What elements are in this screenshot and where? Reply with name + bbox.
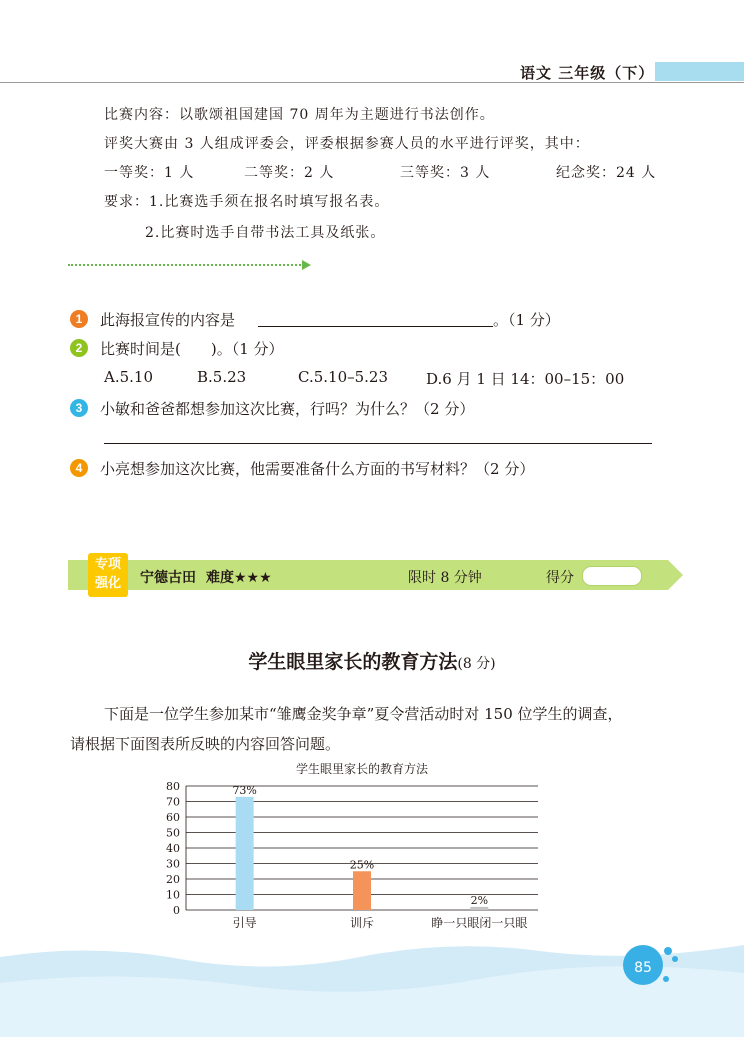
- intro-line-1: 下面是一位学生参加某市“雏鹰金奖争章”夏令营活动时对 150 位学生的调查，: [104, 705, 623, 723]
- category-label: 引导: [232, 916, 257, 930]
- banner-difficulty: 难度★★★: [206, 570, 272, 586]
- question-3-text: 小敏和爸爸都想参加这次比赛，行吗？为什么？（2 分）: [100, 400, 475, 418]
- page-number: 85: [634, 960, 652, 976]
- award-memorial: 纪念奖：24 人: [556, 165, 657, 181]
- y-tick-label: 70: [166, 795, 180, 809]
- data-label: 25%: [349, 858, 375, 872]
- special-practice-tag: [88, 553, 128, 597]
- bar: [353, 871, 371, 910]
- question-2-number: 2: [70, 339, 88, 357]
- section-title-text: 学生眼里家长的教育方法: [248, 651, 458, 673]
- section-title: [0, 647, 744, 674]
- y-tick-label: 20: [166, 873, 180, 886]
- question-1-number: 1: [70, 310, 88, 328]
- award-third: 三等奖：3 人: [400, 165, 491, 181]
- tag-line-1: 专项: [94, 557, 121, 572]
- y-tick-label: 60: [166, 811, 180, 824]
- poster-requirement-2: 2.比赛时选手自带书法工具及纸张。: [145, 225, 386, 241]
- data-label: 73%: [232, 783, 257, 797]
- y-tick-label: 50: [166, 826, 180, 840]
- intro-line-2: 请根据下面图表所反映的内容回答问题。: [70, 735, 341, 753]
- question-2-text: 比赛时间是( )。（1 分）: [100, 340, 284, 358]
- question-1-score: 。（1 分）: [493, 311, 560, 329]
- y-tick-label: 40: [166, 842, 180, 855]
- question-4-text: 小亮想参加这次比赛，他需要准备什么方面的书写材料？（2 分）: [100, 460, 535, 478]
- option-d[interactable]: D.6 月 1 日 14：00–15：00: [426, 370, 625, 388]
- poster-requirement-1: 要求：1.比赛选手须在报名时填写报名表。: [104, 194, 390, 210]
- question-3-answer-line[interactable]: [104, 443, 652, 444]
- tag-line-2: 强化: [94, 576, 121, 591]
- y-tick-label: 30: [166, 857, 180, 871]
- banner-time-limit: 限时 8 分钟: [408, 570, 482, 586]
- y-tick-label: 0: [173, 904, 180, 917]
- question-4-number: 4: [70, 459, 88, 477]
- header-title: 语文 三年级（下）: [520, 64, 655, 82]
- header-accent-bar: [655, 62, 744, 81]
- category-label: 训斥: [349, 916, 375, 930]
- bottom-decoration: [0, 935, 744, 1037]
- bar: [236, 797, 254, 910]
- chart-title: 学生眼里家长的教育方法: [295, 762, 429, 776]
- award-second: 二等奖：2 人: [244, 165, 335, 181]
- banner-location: 宁德古田: [140, 570, 196, 586]
- category-label: 睁一只眼闭一只眼: [431, 916, 528, 930]
- award-first: 一等奖：1 人: [104, 165, 195, 181]
- bar: [470, 907, 488, 910]
- banner-score-label: 得分: [546, 570, 574, 586]
- banner-arrow-icon: [668, 560, 683, 590]
- question-1-text: 此海报宣传的内容是: [100, 311, 236, 329]
- bar-chart: [140, 760, 560, 935]
- poster-content-line: 比赛内容：以歌颂祖国建国 70 周年为主题进行书法创作。: [104, 107, 495, 123]
- divider-arrow-icon: [302, 260, 311, 270]
- y-tick-label: 10: [166, 888, 180, 902]
- option-b[interactable]: B.5.23: [197, 368, 247, 386]
- question-3-number: 3: [70, 399, 88, 417]
- dotted-divider: [68, 264, 304, 266]
- section-points: (8 分): [457, 656, 496, 672]
- option-c[interactable]: C.5.10–5.23: [298, 368, 389, 386]
- option-a[interactable]: A.5.10: [104, 368, 153, 386]
- data-label: 2%: [470, 893, 489, 907]
- question-1-answer-line[interactable]: [258, 326, 493, 327]
- poster-jury-line: 评奖大赛由 3 人组成评委会，评委根据参赛人员的水平进行评奖，其中：: [104, 136, 590, 152]
- score-field[interactable]: [582, 566, 642, 586]
- y-tick-label: 80: [166, 780, 180, 793]
